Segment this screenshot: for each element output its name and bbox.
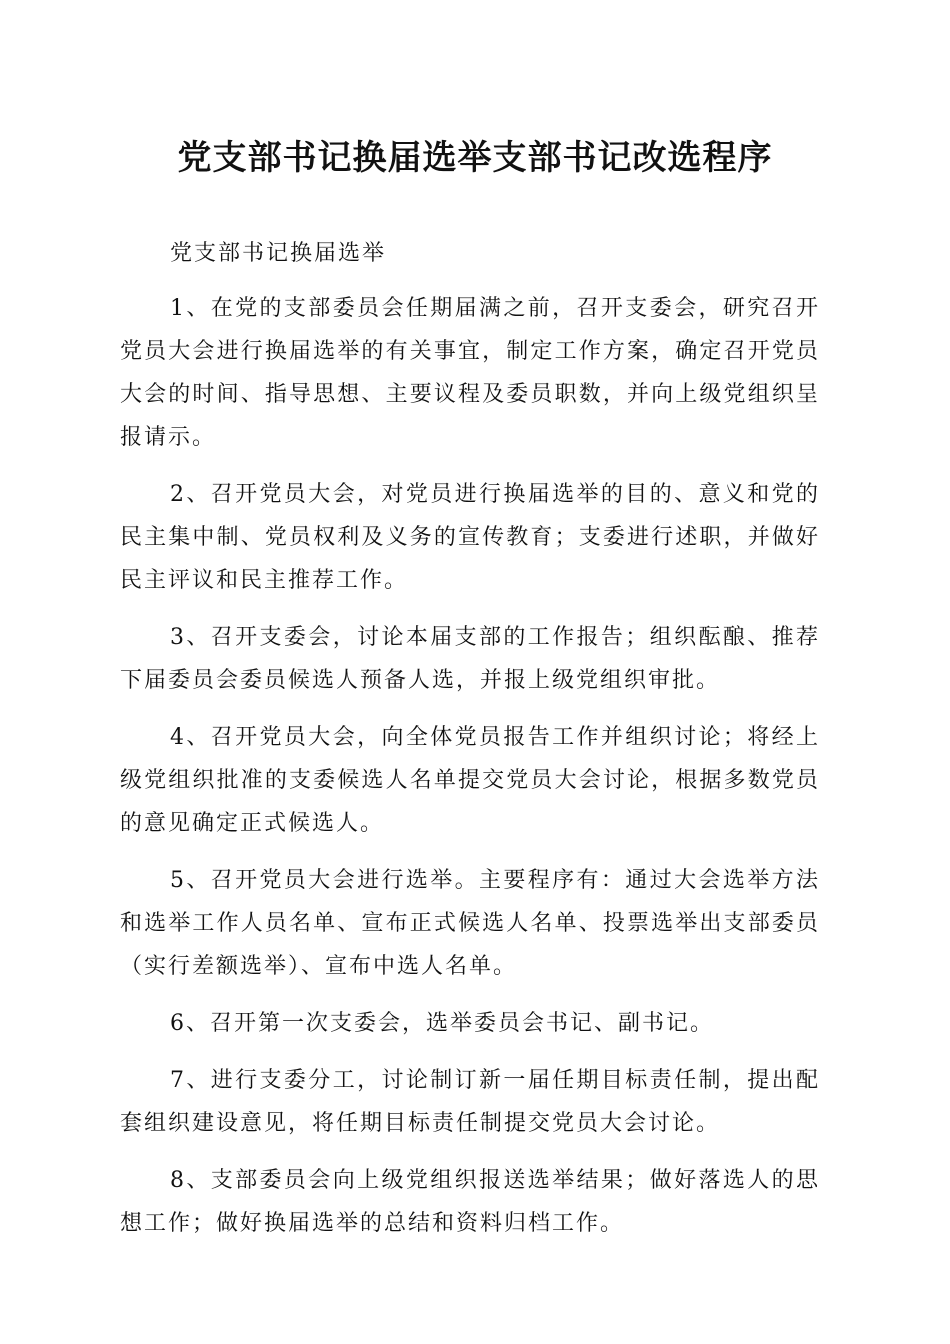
document-title: 党支部书记换届选举支部书记改选程序	[177, 138, 773, 178]
paragraph-4: 4、召开党员大会，向全体党员报告工作并组织讨论；将经上级党组织批准的支委候选人名单提交党员大会讨论，根据多数党员的意见确定正式候选人。	[120, 725, 820, 836]
paragraph-3: 3、召开支委会，讨论本届支部的工作报告；组织酝酿、推荐下届委员会委员候选人预备人选，并报上级党组织审批。	[120, 625, 820, 693]
paragraph-1: 1、在党的支部委员会任期届满之前，召开支委会，研究召开党员大会进行换届选举的有关事宜，制定工作方案，确定召开党员大会的时间、指导思想、主要议程及委员职数，并向上级党组织呈报请示。	[120, 296, 820, 450]
paragraph-7: 7、进行支委分工，讨论制订新一届任期目标责任制，提出配套组织建设意见，将任期目标责任制提交党员大会讨论。	[120, 1068, 820, 1136]
paragraph-2: 2、召开党员大会，对党员进行换届选举的目的、意义和党的民主集中制、党员权利及义务的宣传教育；支委进行述职，并做好民主评议和民主推荐工作。	[120, 482, 820, 593]
paragraph-5: 5、召开党员大会进行选举。主要程序有：通过大会选举方法和选举工作人员名单、宣布正式候选人名单、投票选举出支部委员（实行差额选举）、宣布中选人名单。	[120, 868, 820, 979]
paragraph-8: 8、支部委员会向上级党组织报送选举结果；做好落选人的思想工作；做好换届选举的总结和资料归档工作。	[120, 1168, 820, 1236]
document-body	[120, 232, 820, 1259]
section-heading: 党支部书记换届选举	[170, 241, 387, 266]
paragraph-6: 6、召开第一次支委会，选举委员会书记、副书记。	[170, 1011, 714, 1036]
